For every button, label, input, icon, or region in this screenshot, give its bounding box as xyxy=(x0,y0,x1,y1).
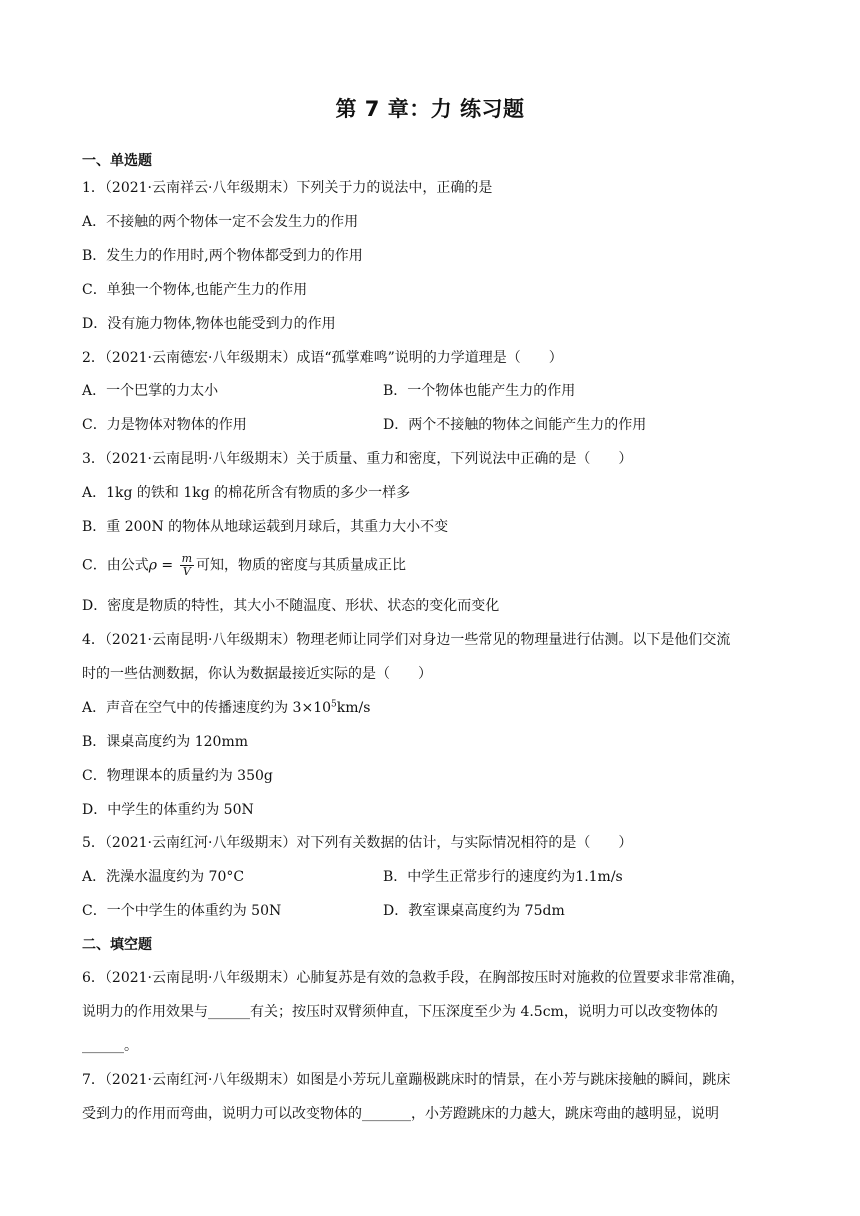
question-3-option-a: A．1kg 的铁和 1kg 的棉花所含有物质的多少一样多 xyxy=(82,485,411,501)
question-7-line-2: 受到力的作用而弯曲，说明力可以改变物体的_______，小芳蹬跳床的力越大，跳床弯曲的越明显，说明 xyxy=(82,1106,719,1122)
question-1-option-c: C．单独一个物体,也能产生力的作用 xyxy=(82,282,308,298)
question-2-stem: 2．（2021·云南德宏·八年级期末）成语“孤掌难鸣”说明的力学道理是（ ） xyxy=(82,350,563,366)
fraction-numerator: m xyxy=(181,552,193,565)
section-heading-fill-blank: 二、填空题 xyxy=(82,937,152,953)
question-3-option-b: B．重 200N 的物体从地球运载到月球后，其重力大小不变 xyxy=(82,519,449,535)
question-4-option-d: D．中学生的体重约为 50N xyxy=(82,802,254,818)
question-6-line-2: 说明力的作用效果与______有关；按压时双臂须伸直，下压深度至少为 4.5cm，说明力可以改变物体的 xyxy=(82,1004,718,1020)
question-4-stem-line-2: 时的一些估测数据，你认为数据最接近实际的是（ ） xyxy=(82,666,432,682)
page-title: 第 7 章：力 练习题 xyxy=(335,97,525,121)
option-a-unit: km/s xyxy=(336,700,371,716)
question-6-line-3: ______。 xyxy=(82,1038,138,1054)
question-2-option-b: B．一个物体也能产生力的作用 xyxy=(383,383,576,399)
question-5-option-a: A．洗澡水温度约为 70°C xyxy=(82,869,245,885)
question-1-stem: 1．（2021·云南祥云·八年级期末）下列关于力的说法中，正确的是 xyxy=(82,180,493,196)
question-1-option-b: B．发生力的作用时,两个物体都受到力的作用 xyxy=(82,248,363,264)
question-1-option-d: D．没有施力物体,物体也能受到力的作用 xyxy=(82,316,336,332)
question-2-option-d: D．两个不接触的物体之间能产生力的作用 xyxy=(383,417,647,433)
equals-sign: = xyxy=(156,557,178,574)
section-heading-single-choice: 一、单选题 xyxy=(82,153,152,169)
question-2-option-a: A．一个巴掌的力太小 xyxy=(82,383,219,399)
question-5-stem: 5．（2021·云南红河·八年级期末）对下列有关数据的估计，与实际情况相符的是（ ） xyxy=(82,835,633,851)
question-4-option-c: C．物理课本的质量约为 350g xyxy=(82,768,273,784)
question-6-line-1: 6．（2021·云南昆明·八年级期末）心肺复苏是有效的急救手段，在胸部按压时对施救的位置要求非常准确， xyxy=(82,970,745,986)
question-3-option-d: D．密度是物质的特性，其大小不随温度、形状、状态的变化而变化 xyxy=(82,598,500,614)
question-4-stem-line-1: 4．（2021·云南昆明·八年级期末）物理老师让同学们对身边一些常见的物理量进行估测。以下是他们交流 xyxy=(82,632,731,648)
question-5-option-c: C．一个中学生的体重约为 50N xyxy=(82,903,282,919)
question-4-option-b: B．课桌高度约为 120mm xyxy=(82,734,249,750)
question-5-option-d: D．教室课桌高度约为 75dm xyxy=(383,903,565,919)
question-3-stem: 3．（2021·云南昆明·八年级期末）关于质量、重力和密度，下列说法中正确的是（ ） xyxy=(82,451,633,467)
question-5-option-b: B．中学生正常步行的速度约为1.1m/s xyxy=(383,869,623,885)
question-1-option-a: A．不接触的两个物体一定不会发生力的作用 xyxy=(82,214,359,230)
fraction-m-over-v xyxy=(180,553,194,578)
question-2-option-c: C．力是物体对物体的作用 xyxy=(82,417,247,433)
option-c-prefix: C．由公式 xyxy=(82,557,149,574)
option-c-suffix: 可知，物质的密度与其质量成正比 xyxy=(196,557,407,574)
question-7-line-1: 7．（2021·云南红河·八年级期末）如图是小芳玩儿童蹦极跳床时的情景，在小芳与跳床接触的瞬间，跳床 xyxy=(82,1072,731,1088)
fraction-denominator: V xyxy=(182,565,191,578)
option-a-text: A．声音在空气中的传播速度约为 3×10 xyxy=(82,700,332,716)
question-4-option-a xyxy=(82,698,370,718)
density-symbol: ρ xyxy=(148,557,157,574)
question-3-option-c xyxy=(82,553,406,578)
exponent: 5 xyxy=(331,699,337,710)
